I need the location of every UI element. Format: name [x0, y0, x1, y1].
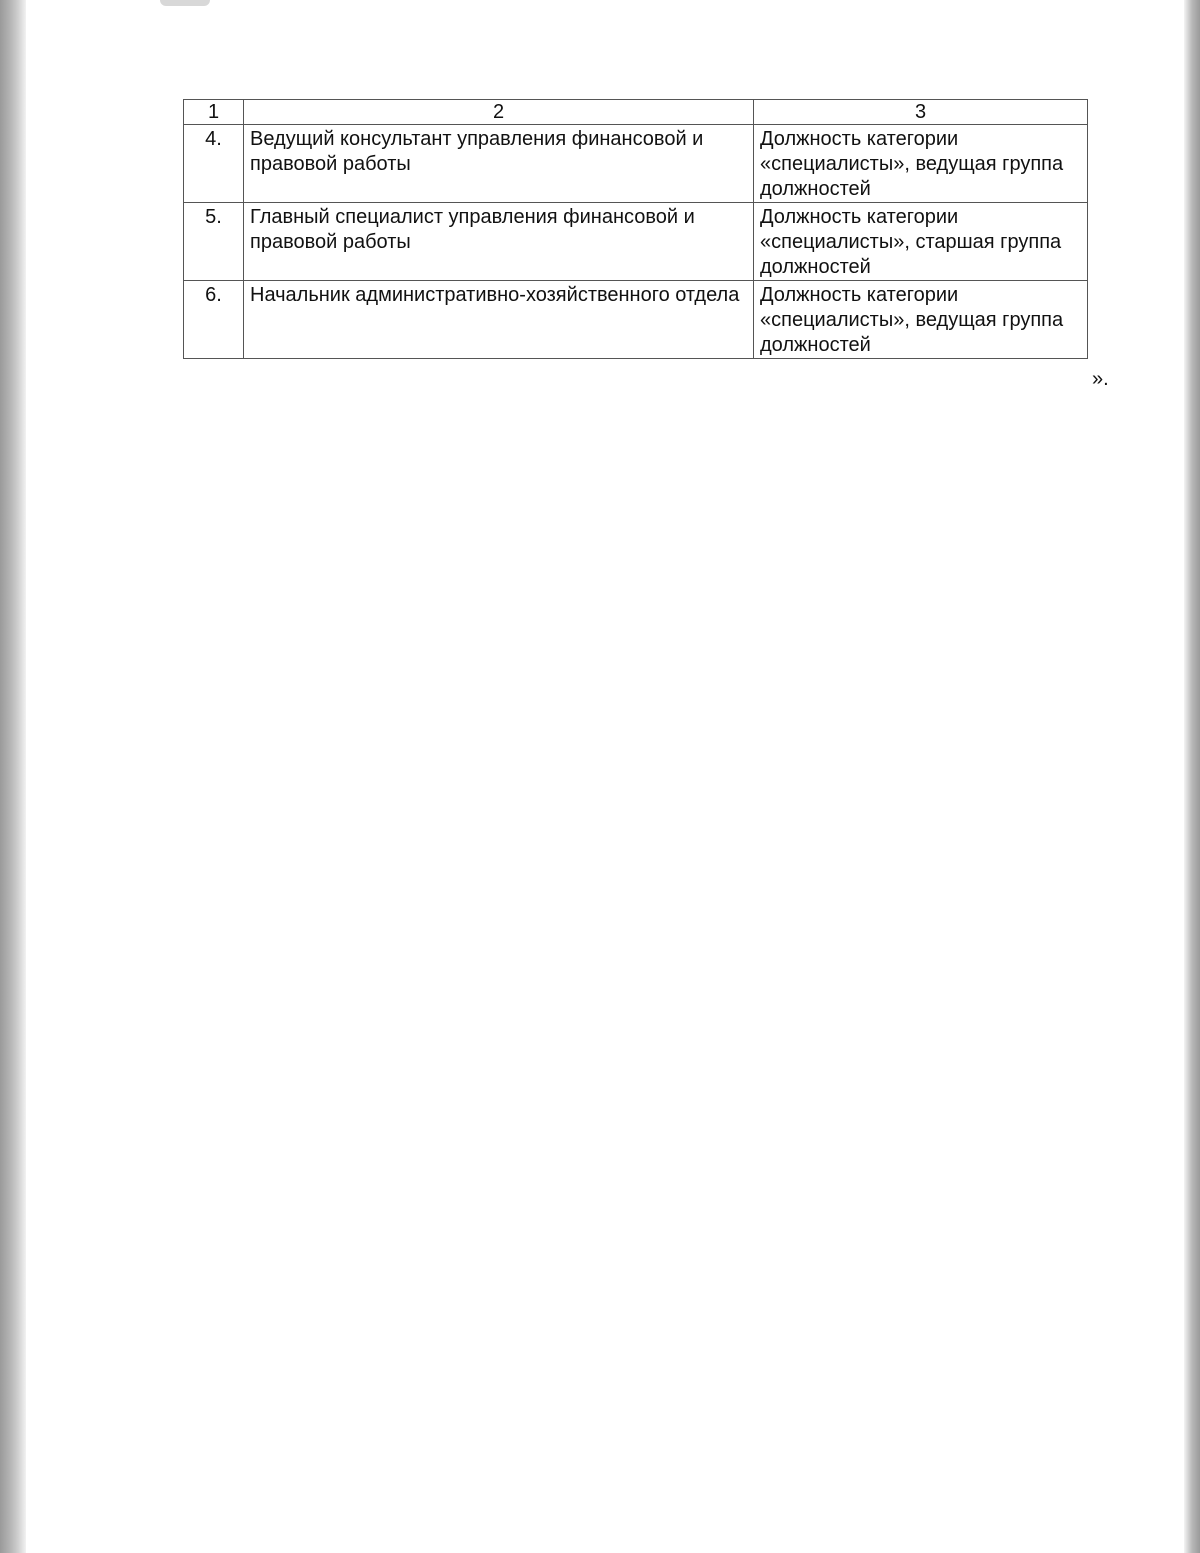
scan-smudge [160, 0, 210, 6]
position-category: Должность категории «специалисты», ведущая группа должностей [754, 281, 1088, 359]
position-category: Должность категории «специалисты», старшая группа должностей [754, 203, 1088, 281]
scan-edge-left [0, 0, 26, 1553]
table-row [184, 281, 1088, 359]
header-cell-1: 1 [184, 100, 244, 125]
table-header-row [184, 100, 1088, 125]
table-row [184, 203, 1088, 281]
position-title: Главный специалист управления финансовой и правовой работы [244, 203, 754, 281]
closing-quote-mark: ». [1092, 368, 1109, 390]
table-row [184, 125, 1088, 203]
row-number: 6. [184, 281, 244, 359]
position-category: Должность категории «специалисты», ведущая группа должностей [754, 125, 1088, 203]
scan-edge-right [1184, 0, 1200, 1553]
positions-table [183, 99, 1088, 359]
header-cell-3: 3 [754, 100, 1088, 125]
position-title: Ведущий консультант управления финансовой и правовой работы [244, 125, 754, 203]
row-number: 4. [184, 125, 244, 203]
position-title: Начальник административно-хозяйственного отдела [244, 281, 754, 359]
header-cell-2: 2 [244, 100, 754, 125]
row-number: 5. [184, 203, 244, 281]
